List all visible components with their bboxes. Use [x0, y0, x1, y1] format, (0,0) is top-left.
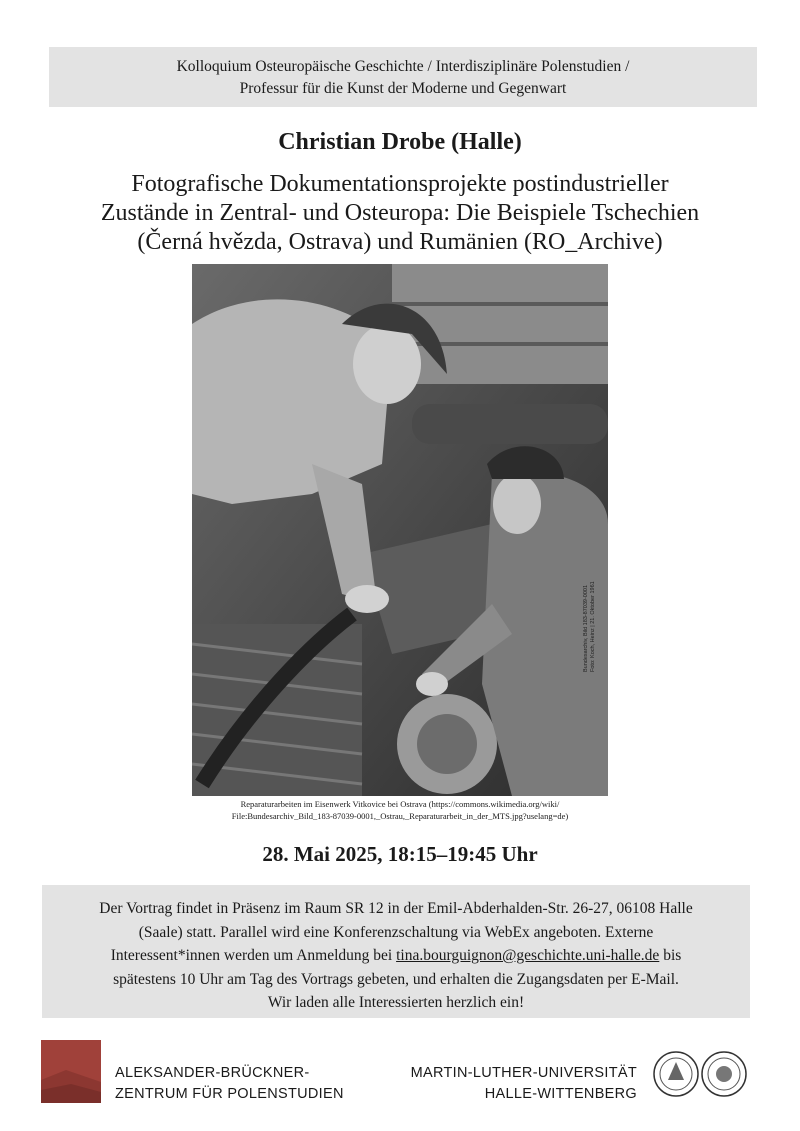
info-line-3: [56, 944, 736, 968]
header-box: [49, 47, 757, 107]
seal-icon-left: [654, 1052, 698, 1096]
abz-logo-mark: [41, 1040, 101, 1103]
mlu-logo-text: [411, 1063, 637, 1105]
abz-logo-text: [115, 1063, 344, 1105]
caption-line-1: Reparaturarbeiten im Eisenwerk Vitkovice bei Ostrava (https://commons.wikimedia.org/wiki/: [240, 799, 560, 809]
info-line-2: (Saale) statt. Parallel wird eine Konferenzschaltung via WebEx angeboten. Externe: [138, 923, 654, 941]
title-line-1: Fotografische Dokumentationsprojekte postindustrieller: [131, 171, 669, 197]
speaker-name: Christian Drobe (Halle): [278, 129, 522, 155]
title-line-3: (Černá hvězda, Ostrava) und Rumänien (RO_Archive): [137, 229, 663, 255]
info-line-4: spätestens 10 Uhr am Tag des Vortrags gebeten, und erhalten die Zugangsdaten per E-Mail.: [113, 970, 679, 988]
caption-line-2: File:Bundesarchiv_Bild_183-87039-0001,_Ostrau,_Reparaturarbeit_in_der_MTS.jpg?uselang=de): [231, 811, 569, 821]
mlu-line-1: MARTIN-LUTHER-UNIVERSITÄT: [410, 1065, 637, 1081]
photo-credit-line-2: Foto: Koch, Heinz | 21. Oktober 1961: [590, 581, 596, 672]
header-line-1: Kolloquium Osteuropäische Geschichte / Interdisziplinäre Polenstudien /: [176, 58, 630, 75]
info-box: [42, 885, 750, 1018]
header-line-2: Professur für die Kunst der Moderne und Gegenwart: [239, 80, 567, 97]
workers-repair-photo: [192, 264, 608, 796]
photo-caption: [195, 798, 605, 822]
info-line-1: Der Vortrag findet in Präsenz im Raum SR 12 in der Emil-Abderhalden-Str. 26-27, 06108 Halle: [99, 900, 693, 917]
info-line-3-start: Interessent*innen werden um Anmeldung bei: [110, 947, 397, 964]
abz-line-2: ZENTRUM FÜR POLENSTUDIEN: [115, 1086, 344, 1102]
title-line-2: Zustände in Zentral- und Osteuropa: Die Beispiele Tschechien: [100, 200, 700, 226]
photo-credit: [583, 552, 597, 672]
mlu-line-2: HALLE-WITTENBERG: [484, 1086, 637, 1102]
abz-line-1: ALEKSANDER-BRÜCKNER-: [115, 1065, 310, 1081]
historical-photo: [192, 264, 608, 796]
info-line-3-end: bis: [659, 947, 682, 964]
event-date: 28. Mai 2025, 18:15–19:45 Uhr: [262, 842, 538, 866]
email-link[interactable]: tina.bourguignon@geschichte.uni-halle.de: [396, 947, 660, 964]
photo-credit-line-1: Bundesarchiv, Bild 183-87039-0001: [583, 584, 589, 672]
university-seals: [652, 1050, 752, 1105]
info-line-5: Wir laden alle Interessierten herzlich ein!: [267, 994, 525, 1011]
seal-icon-right: [702, 1052, 746, 1096]
lecture-title: [40, 170, 760, 257]
